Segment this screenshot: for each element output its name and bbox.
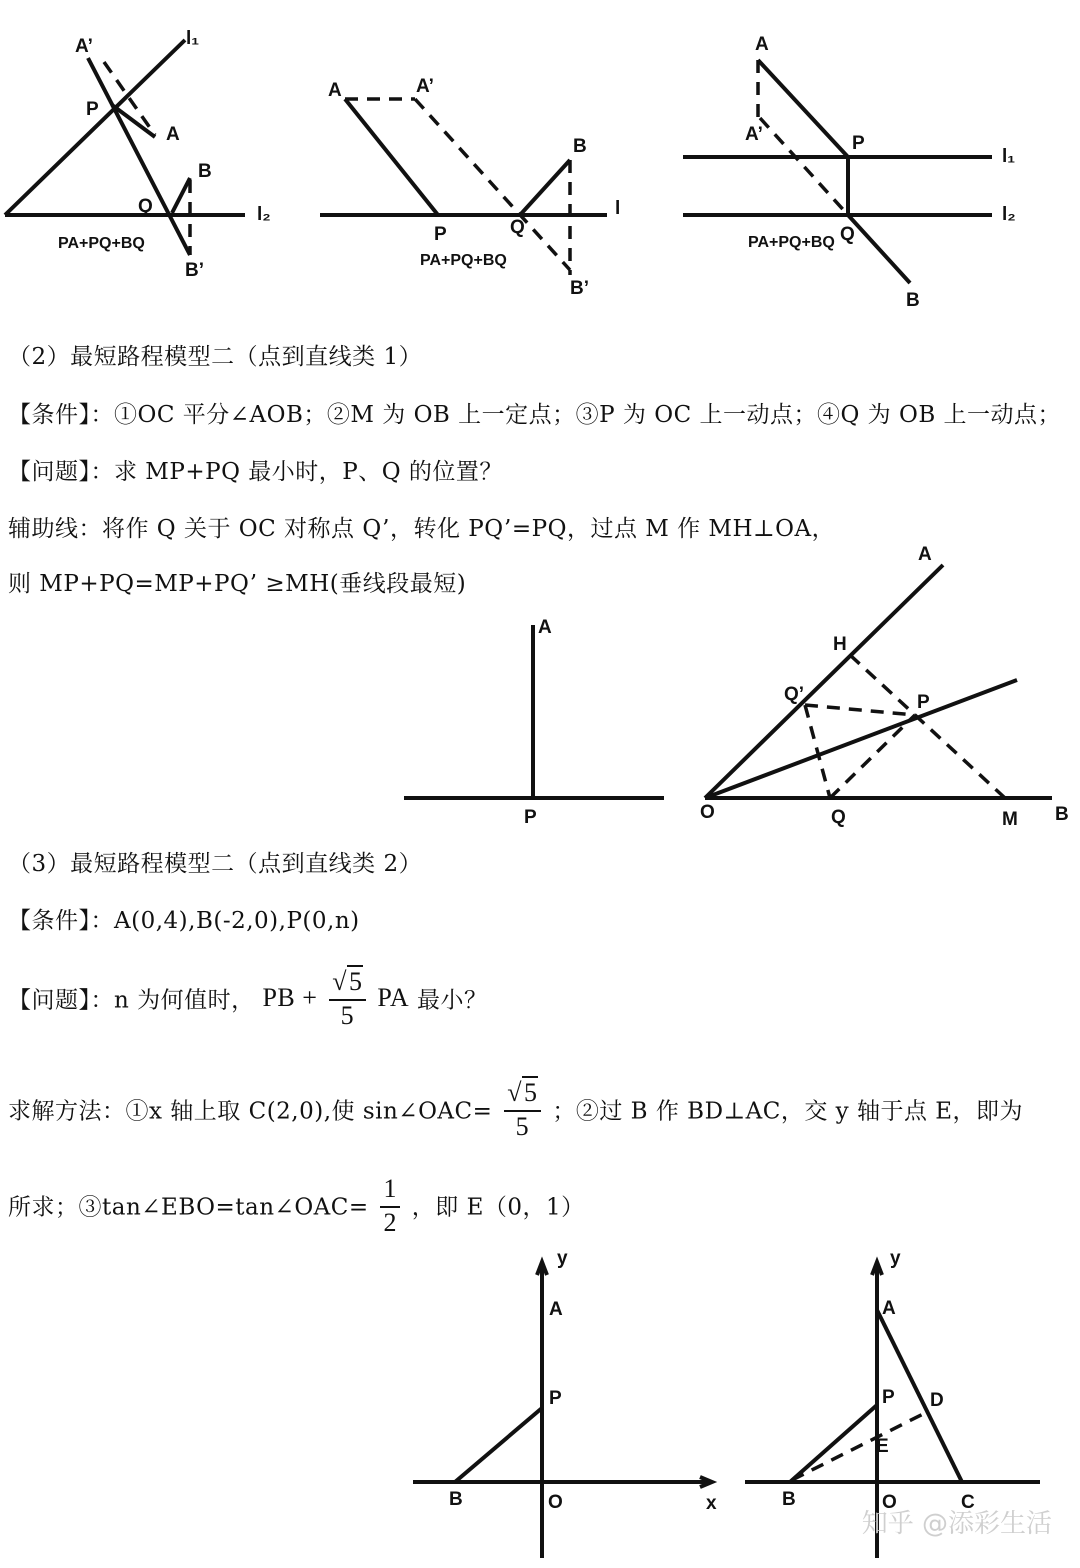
- fig3-label-a-prime: A’: [745, 124, 763, 145]
- fig7-label-e: E: [876, 1436, 889, 1457]
- last-prefix: 所求；③tan∠EBO=tan∠OAC=: [8, 1194, 369, 1221]
- section2-condition: 【条件】：①OC 平分∠AOB；②M 为 OB 上一定点；③P 为 OC 上一动点；④Q 为 OB 上一动点；: [8, 402, 1062, 428]
- fig3-label-l1: l₁: [1002, 146, 1016, 167]
- sin-sqrt5-radicand: 5: [524, 1078, 538, 1107]
- fig7-label-b: B: [782, 1489, 796, 1510]
- fig5-label-m: M: [1002, 809, 1018, 830]
- fig5-label-q: Q: [831, 807, 846, 828]
- figure-5: [700, 544, 1069, 830]
- section2-aux-line-1: 辅助线：将作 Q 关于 OC 对称点 Q’，转化 PQ’=PQ，过点 M 作 MH⊥OA，: [8, 516, 836, 542]
- fig1-label-a: A: [166, 124, 180, 145]
- fig2-label-a: A: [328, 80, 342, 101]
- fig1-label-p: P: [86, 99, 99, 120]
- figure-1: [5, 28, 271, 281]
- fig7-label-d: D: [930, 1390, 944, 1411]
- fig3-label-p: P: [852, 133, 865, 154]
- sqrt5-radicand: 5: [349, 967, 363, 996]
- section2-question: 【问题】：求 MP+PQ 最小时，P、Q 的位置？: [8, 459, 503, 485]
- fig5-label-o: O: [700, 802, 715, 823]
- fig1-label-l2: l₂: [257, 204, 271, 225]
- figure-6: [413, 1248, 717, 1558]
- fig2-label-q: Q: [510, 217, 525, 238]
- fig2-label-b-prime: B’: [570, 278, 589, 299]
- fig7-label-y: y: [890, 1248, 901, 1269]
- fig7-label-a: A: [882, 1298, 896, 1319]
- question-pb-term: PB +: [262, 983, 318, 1012]
- fig1-caption: PA+PQ+BQ: [58, 235, 145, 252]
- watermark: 知乎 @添彩生活: [861, 1509, 1052, 1539]
- fig3-label-a: A: [755, 34, 769, 55]
- fig3-label-q: Q: [840, 224, 855, 245]
- method-prefix: 求解方法：①x 轴上取 C(2,0),使 sin∠OAC=: [8, 1098, 493, 1125]
- fig7-label-o: O: [882, 1492, 897, 1513]
- fig4-label-a: A: [538, 617, 552, 638]
- fig2-label-b: B: [573, 136, 587, 157]
- fig2-label-l: l: [615, 198, 621, 219]
- fig5-label-p: P: [917, 692, 930, 713]
- fig6-label-x: x: [706, 1493, 717, 1514]
- sin-fraction: $\frac{√5}{5}$: [504, 1076, 540, 1142]
- section3-question: [8, 965, 487, 1031]
- half-numerator: 1: [380, 1172, 400, 1208]
- section3-title: （3）最短路程模型二（点到直线类 2）: [8, 851, 423, 877]
- sqrt5-over-5-fraction: $\frac{√5}{5}$: [329, 965, 365, 1031]
- sin-fraction-denominator: 5: [515, 1112, 530, 1141]
- fig6-label-o: O: [548, 1492, 563, 1513]
- fig6-label-b: B: [449, 1489, 463, 1510]
- fig7-label-p: P: [882, 1387, 895, 1408]
- fig5-label-a: A: [918, 544, 932, 565]
- fig6-label-y: y: [557, 1248, 568, 1269]
- fig2-label-p: P: [434, 224, 447, 245]
- fig5-label-q-prime: Q’: [784, 684, 805, 705]
- fig1-label-q: Q: [138, 196, 153, 217]
- section3-condition: 【条件】：A(0,4),B(-2,0),P(0,n): [8, 908, 360, 934]
- method-suffix: ；②过 B 作 BD⊥AC，交 y 轴于点 E，即为: [552, 1098, 1024, 1125]
- fig6-label-a: A: [549, 1299, 563, 1320]
- fig7-label-c: C: [961, 1492, 975, 1513]
- section2-title: （2）最短路程模型二（点到直线类 1）: [8, 344, 423, 370]
- figure-2: [320, 76, 620, 299]
- fig6-label-p: P: [549, 1388, 562, 1409]
- figure-4: [404, 617, 664, 828]
- question-prefix: 【问题】：n 为何值时，: [8, 987, 255, 1014]
- fig3-label-l2: l₂: [1002, 204, 1016, 225]
- half-denominator: 2: [383, 1208, 397, 1237]
- fig1-label-b: B: [198, 161, 212, 182]
- fig3-caption: PA+PQ+BQ: [748, 234, 835, 251]
- fig1-label-a-prime: A’: [75, 36, 93, 57]
- section2-aux-line-2: 则 MP+PQ=MP+PQ’ ≥MH(垂线段最短): [8, 571, 467, 597]
- fig5-label-h: H: [833, 634, 847, 655]
- question-suffix: 最小？: [416, 987, 488, 1014]
- fig2-label-a-prime: A’: [416, 76, 434, 97]
- question-pa-term: PA: [377, 983, 410, 1012]
- half-fraction: [380, 1172, 400, 1238]
- fig3-label-b: B: [906, 290, 920, 311]
- fig2-caption: PA+PQ+BQ: [420, 252, 507, 269]
- fig1-label-b-prime: B’: [185, 260, 204, 281]
- section3-last-line: [8, 1172, 585, 1238]
- fig5-label-b: B: [1055, 804, 1069, 825]
- fig1-label-l1: l₁: [186, 28, 200, 49]
- last-suffix: ，即 E（0，1）: [411, 1194, 585, 1221]
- section3-method: [8, 1076, 1023, 1142]
- fraction-denominator: 5: [340, 1001, 355, 1030]
- figure-3: [683, 34, 1016, 311]
- fig4-label-p: P: [524, 807, 537, 828]
